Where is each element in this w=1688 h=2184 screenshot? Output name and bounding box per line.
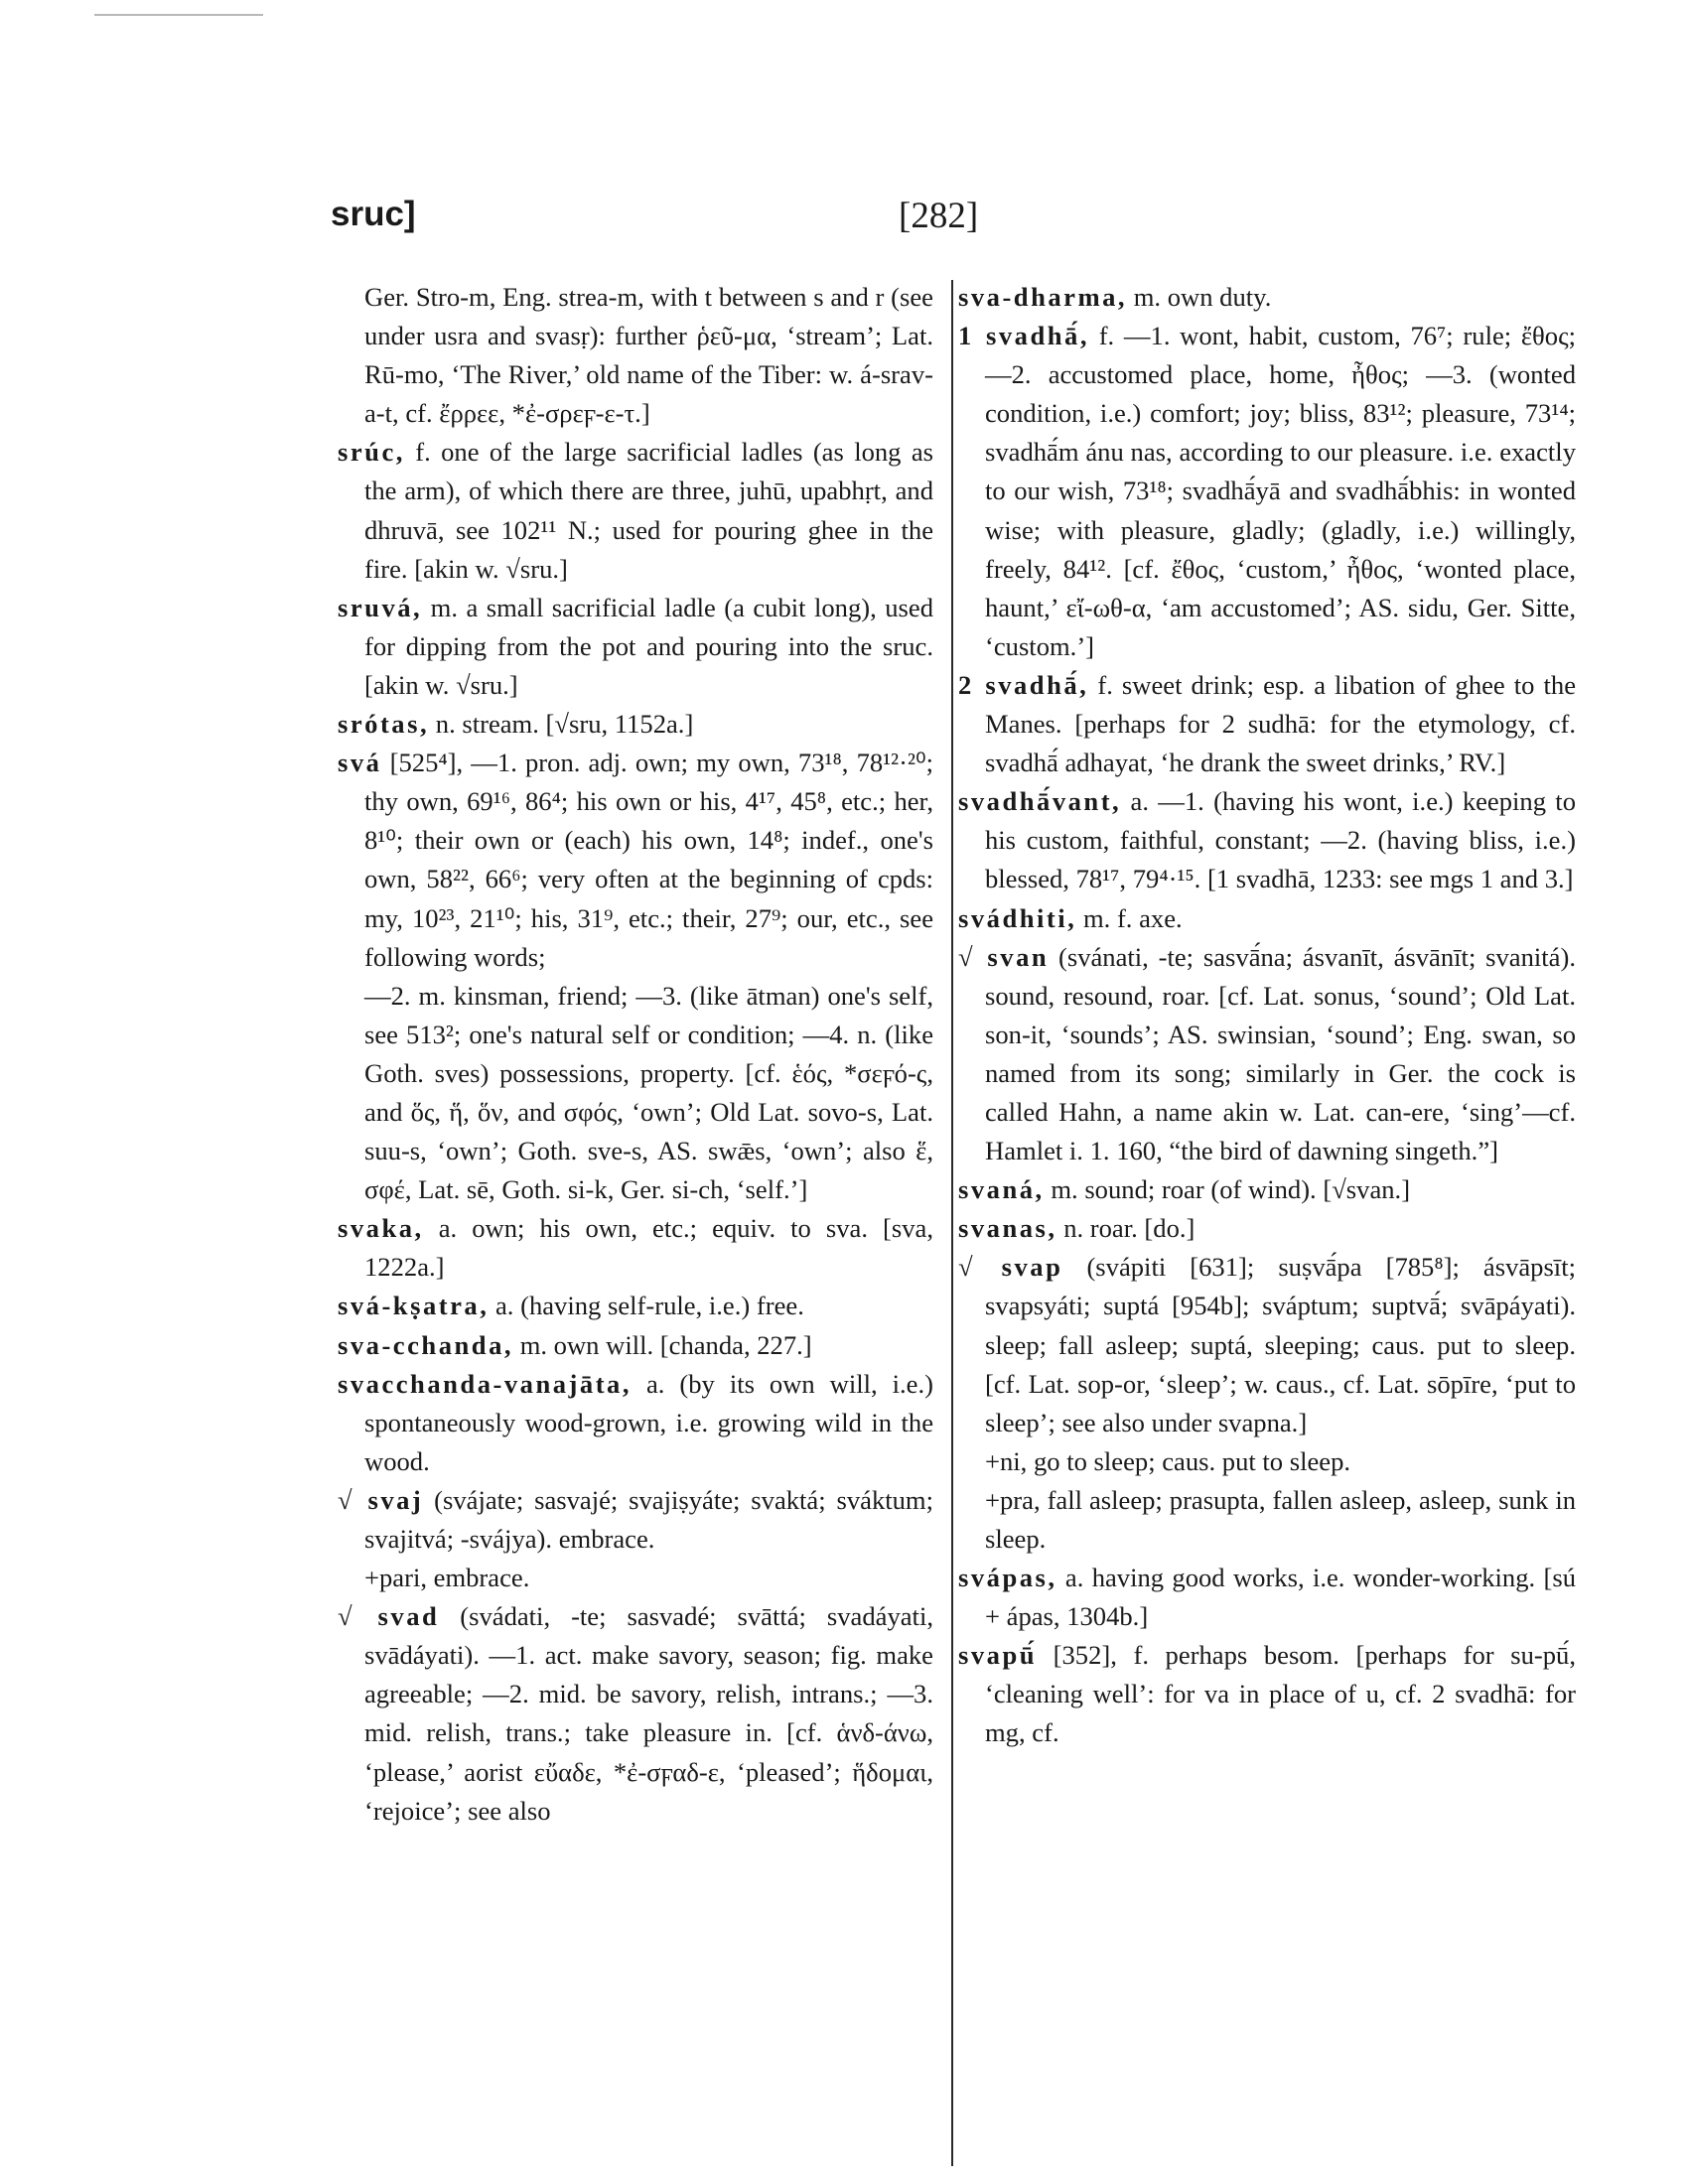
entry-headword: sva-cchanda, — [338, 1329, 514, 1360]
entry-text: [352], f. perhaps besom. [perhaps for su-pū́, ‘cleaning well’: for va in place of u, cf. 2 svadhā: for mg, cf. — [985, 1640, 1576, 1748]
dictionary-entry — [338, 705, 933, 744]
dictionary-entry — [958, 1170, 1576, 1209]
dictionary-entry — [338, 1287, 933, 1325]
dictionary-entry — [338, 1365, 933, 1481]
entry-text: m. f. axe. — [1082, 902, 1183, 933]
entry-text: f. —1. wont, habit, custom, 76⁷; rule; ἔθος; —2. accustomed place, home, ἦθος; —3. (wonted condition, i.e.) comfort; joy; bliss, 83¹²; pleasure, 73¹⁴; svadhā́m ánu nas, according to our pleasure. i.e. exactly to our wish, 73¹⁸; svadhā́yā and svadhā́bhis: in wonted wise; with pleasure, gladly; (gladly, i.e.) willingly, freely, 84¹². [cf. ἔθος, ‘custom,’ ἦθος, ‘wonted place, haunt,’ εἴ-ωθ-α, ‘am accustomed’; AS. sidu, Ger. Sitte, ‘custom.’] — [985, 321, 1576, 661]
running-head: sruc] — [331, 195, 416, 233]
entry-headword: svacchanda-vanajāta, — [338, 1368, 633, 1399]
entry-text: (svápiti [631]; suṣvā́pa [785⁸]; ásvāpsīt; svapsyáti; suptá [954b]; sváptum; suptvā́; svāpáyati). sleep; fall asleep; suptá, sleeping; caus. put to sleep. [cf. Lat. sop-or, ‘sleep’; w. caus., cf. Lat. sōpīre, ‘put to sleep’; see also under svapna.] — [985, 1252, 1576, 1437]
left-column — [338, 278, 933, 1831]
entry-headword: svaná, — [958, 1174, 1045, 1205]
dictionary-entry — [958, 899, 1576, 938]
right-column — [958, 278, 1576, 1753]
entry-text: m. sound; roar (of wind). [√svan.] — [1051, 1174, 1411, 1205]
entry-headword: svá-kṣatra, — [338, 1291, 490, 1321]
entry-headword: svanas, — [958, 1213, 1057, 1244]
entry-text: n. roar. [do.] — [1063, 1213, 1196, 1244]
dictionary-entry — [958, 1248, 1576, 1441]
entry-headword: 2 svadhā́, — [958, 669, 1089, 700]
entry-text: f. one of the large sacrificial ladles (as long as the arm), of which there are three, juhū, upabhṛt, and dhruvā, see 102¹¹ N.; used for pouring ghee in the fire. [akin w. √sru.] — [364, 437, 933, 584]
entry-text: m. a small sacrificial ladle (a cubit long), used for dipping from the pot and pouring into the sruc. [akin w. √sru.] — [364, 592, 933, 700]
dictionary-entry — [338, 1326, 933, 1365]
entry-text: [525⁴], —1. pron. adj. own; my own, 73¹⁸, 78¹²·²⁰; thy own, 69¹⁶, 86⁴; his own or his, 4¹⁷, 45⁸, etc.; her, 8¹⁰; their own or (each) his own, 14⁸; indef., one's own, 58²², 66⁶; very often at the beginning of cpds: my, 10²³, 21¹⁰; his, 31⁹, etc.; their, 27⁹; our, etc., see following words; — [364, 748, 933, 972]
dictionary-entry — [338, 1209, 933, 1287]
entry-text: n. stream. [√sru, 1152a.] — [435, 709, 694, 740]
entry-headword: √ svaj — [338, 1484, 424, 1515]
entry-headword: svaka, — [338, 1213, 424, 1244]
entry-headword: svádhiti, — [958, 902, 1077, 933]
dictionary-entry — [338, 278, 933, 433]
entry-headword: 1 svadhā́, — [958, 321, 1089, 351]
entry-headword: srótas, — [338, 709, 430, 740]
dictionary-entry — [958, 938, 1576, 1171]
entry-text: f. sweet drink; esp. a libation of ghee to the Manes. [perhaps for 2 sudhā: for the etymology, cf. svadhā́ adhayat, ‘he drank the sweet drinks,’ RV.] — [985, 669, 1576, 778]
entry-headword: svá — [338, 748, 382, 778]
entry-text: a. own; his own, etc.; equiv. to sva. [sva, 1222a.] — [364, 1213, 933, 1283]
entry-text: Ger. Stro-m, Eng. strea-m, with t between s and r (see under usra and svasṛ): further ῥεῦ-μα, ‘stream’; Lat. Rū-mo, ‘The River,’ old name of the Tiber: w. á-srav-a-t, cf. ἔρρεε, *ἐ-σρεϝ-ε-τ.] — [364, 282, 933, 429]
dictionary-entry — [958, 278, 1576, 317]
entry-headword: srúc, — [338, 437, 405, 468]
dictionary-entry — [958, 1209, 1576, 1248]
entry-headword: svadhā́vant, — [958, 786, 1122, 817]
entry-text: a. having good works, i.e. wonder-working. [sú + ápas, 1304b.] — [985, 1563, 1577, 1632]
entry-headword: √ svap — [958, 1252, 1063, 1283]
dictionary-entry — [338, 1597, 933, 1831]
entry-headword: svápas, — [958, 1563, 1057, 1593]
dictionary-subentry — [958, 1442, 1576, 1481]
entry-text: (svájate; sasvajé; svajiṣyáte; svaktá; sváktum; svajitvá; -svájya). embrace. — [364, 1484, 933, 1554]
dictionary-entry — [958, 666, 1576, 782]
dictionary-entry — [338, 1481, 933, 1559]
dictionary-entry — [958, 782, 1576, 898]
dictionary-entry — [338, 589, 933, 705]
dictionary-entry — [958, 1636, 1576, 1752]
entry-text: a. —1. (having his wont, i.e.) keeping to his custom, faithful, constant; —2. (having bliss, i.e.) blessed, 78¹⁷, 79⁴·¹⁵. [1 svadhā, 1233: see mgs 1 and 3.] — [985, 786, 1576, 894]
dictionary-subentry — [338, 977, 933, 1210]
dictionary-subentry — [338, 1559, 933, 1597]
column-divider — [951, 280, 953, 2166]
entry-headword: svapū́ — [958, 1640, 1038, 1671]
entry-headword: √ svan — [958, 941, 1050, 972]
scan-edge-line — [94, 14, 263, 16]
entry-headword: √ svad — [338, 1601, 440, 1632]
entry-text: +pra, fall asleep; prasupta, fallen asleep, asleep, sunk in sleep. — [985, 1484, 1576, 1554]
dictionary-entry — [338, 433, 933, 588]
dictionary-entry — [338, 744, 933, 977]
entry-text: m. own duty. — [1133, 282, 1272, 312]
entry-text: +pari, embrace. — [364, 1563, 530, 1593]
entry-text: a. (having self-rule, i.e.) free. — [495, 1291, 804, 1321]
entry-text: (svádati, -te; sasvadé; svāttá; svadáyati, svādáyati). —1. act. make savory, season; fig. make agreeable; —2. mid. be savory, relish, intrans.; —3. mid. relish, trans.; take pleasure in. [cf. ἁνδ-άνω, ‘please,’ aorist εὔαδε, *ἐ-σϝαδ-ε, ‘pleased’; ἥδομαι, ‘rejoice’; see also — [364, 1601, 933, 1826]
dictionary-entry — [958, 317, 1576, 666]
entry-text: m. own will. [chanda, 227.] — [519, 1329, 812, 1360]
dictionary-subentry — [958, 1481, 1576, 1559]
dictionary-entry — [958, 1559, 1576, 1636]
entry-headword: sruvá, — [338, 592, 423, 622]
entry-headword: sva-dharma, — [958, 282, 1128, 312]
entry-text: (svánati, -te; sasvā́na; ásvanīt, ásvānīt; svanitá). sound, resound, roar. [cf. Lat. sonus, ‘sound’; Old Lat. son-it, ‘sounds’; AS. swinsian, ‘sound’; Eng. swan, so named from its song; similarly in Ger. the cock is called Hahn, a name akin w. Lat. can-ere, ‘sing’—cf. Hamlet i. 1. 160, “the bird of dawning singeth.”] — [985, 941, 1576, 1166]
page-number: [282] — [899, 196, 979, 236]
entry-text: +ni, go to sleep; caus. put to sleep. — [985, 1445, 1351, 1476]
entry-text: a. (by its own will, i.e.) spontaneously wood-grown, i.e. growing wild in the wood. — [364, 1368, 933, 1476]
entry-text: —2. m. kinsman, friend; —3. (like ātman) one's self, see 513²; one's natural self or condition; —4. n. (like Goth. sves) possessions, property. [cf. ἑός, *σεϝό-ς, and ὅς, ἥ, ὅν, and σφός, ‘own’; Old Lat. sovo-s, Lat. suu-s, ‘own’; Goth. sve-s, AS. swǣs, ‘own’; also ἕ, σφέ, Lat. sē, Goth. si-k, Ger. si-ch, ‘self.’] — [364, 980, 933, 1205]
page-header — [0, 195, 1688, 244]
